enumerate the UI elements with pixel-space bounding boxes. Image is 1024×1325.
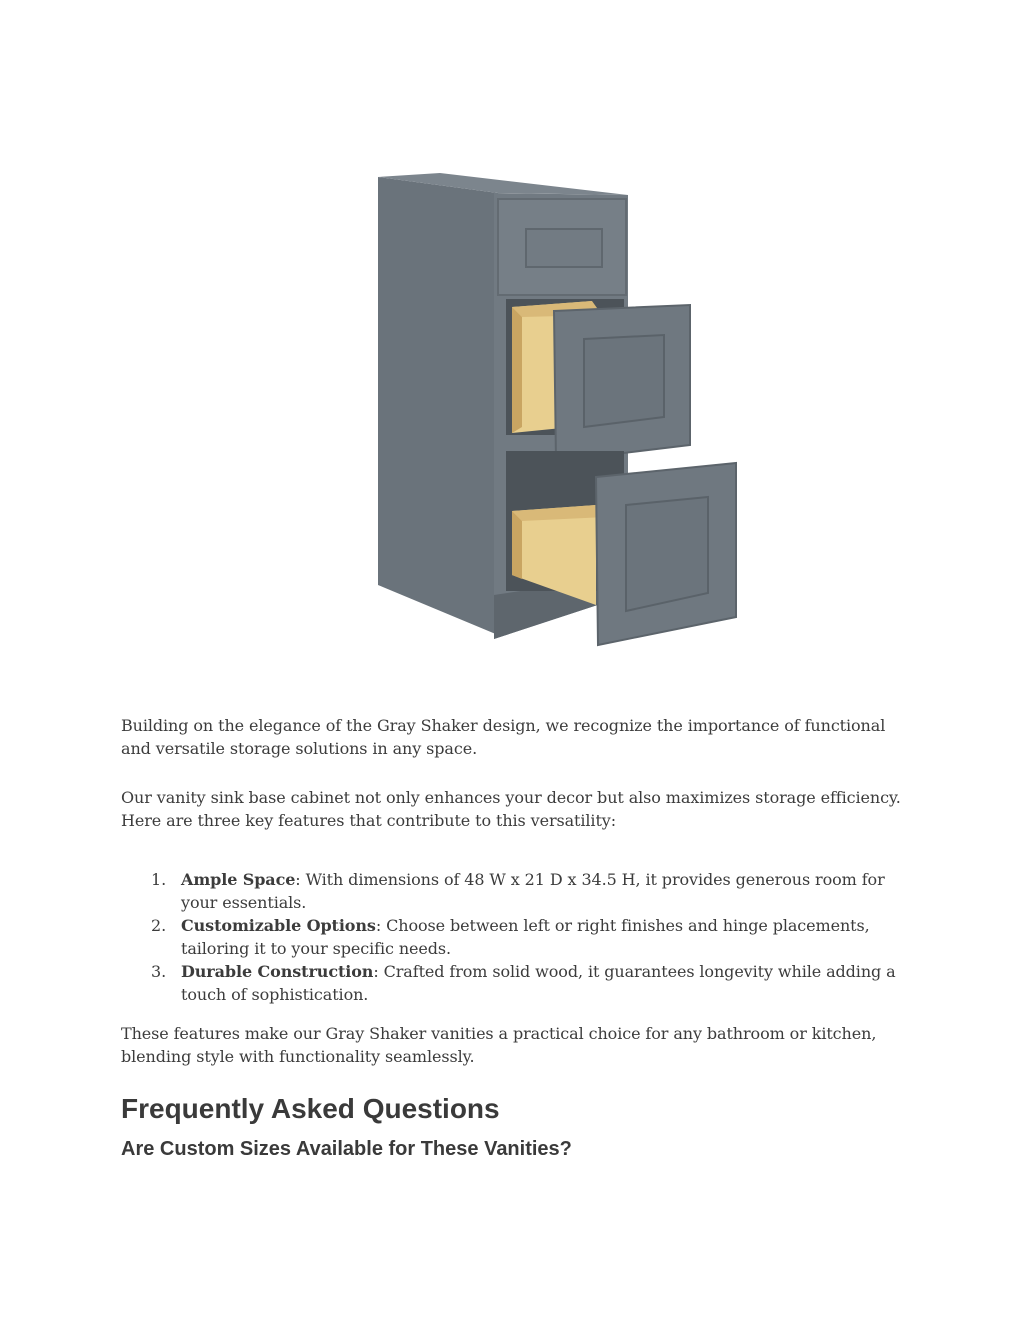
faq-question: Are Custom Sizes Available for These Vanities? [121,1138,572,1160]
feature-list [121,868,911,1006]
list-number: 2. [151,916,167,935]
intro-paragraph-1: Building on the elegance of the Gray Shaker design, we recognize the importance of functional and versatile storage solutions in any space. [121,716,886,758]
feature-text: : With dimensions of 48 W x 21 D x 34.5 H, it provides generous room for your essentials. [181,870,885,912]
faq-heading: Frequently Asked Questions [121,1093,500,1124]
feature-term: Customizable Options [181,916,376,935]
list-item [121,960,911,1006]
list-item [121,868,911,914]
list-number: 1. [151,870,167,889]
list-number: 3. [151,962,167,981]
feature-text: : Choose between left or right finishes and hinge placements, tailoring it to your specific needs. [181,916,870,958]
article-body [121,714,911,1162]
closing-paragraph: These features make our Gray Shaker vanities a practical choice for any bathroom or kitchen, blending style with functionality seamlessly. [121,1024,877,1066]
intro-paragraph-2: Our vanity sink base cabinet not only enhances your decor but also maximizes storage efficiency. Here are three key features that contribute to this versatility: [121,788,901,830]
cabinet-image [370,165,750,655]
feature-term: Ample Space [181,870,296,889]
feature-text: : Crafted from solid wood, it guarantees longevity while adding a touch of sophistication. [181,962,896,1004]
list-item [121,914,911,960]
feature-term: Durable Construction [181,962,374,981]
